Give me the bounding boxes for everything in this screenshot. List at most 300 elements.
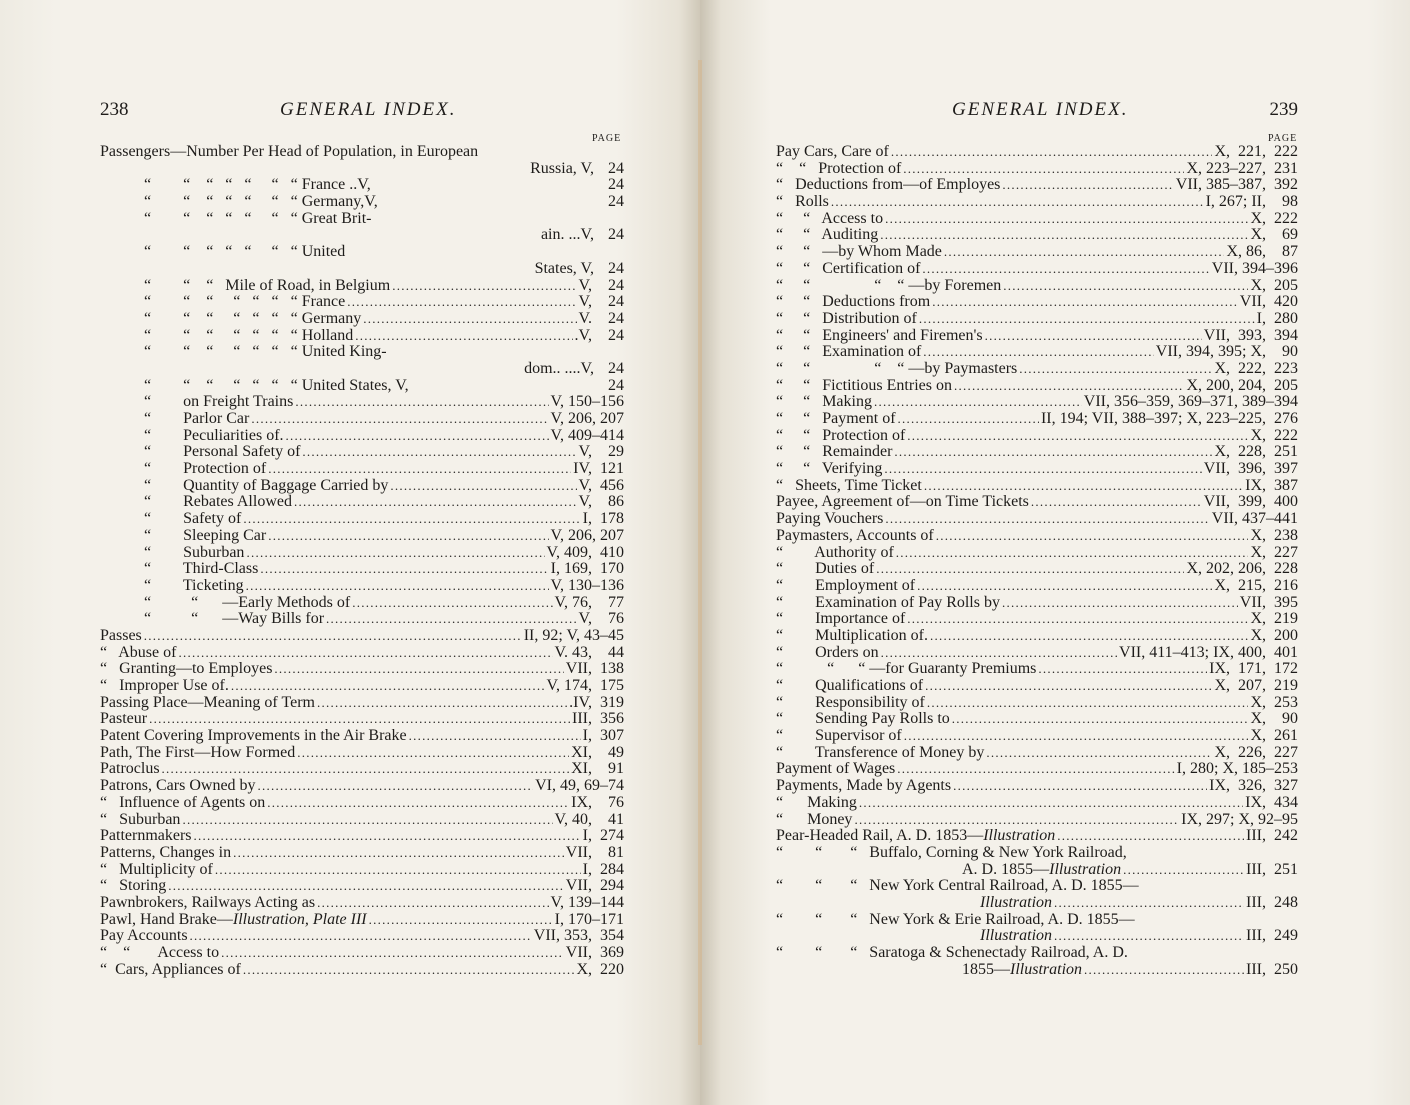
index-entry-text: “ “ “ “ “ “ “ Great Brit-	[144, 209, 372, 227]
index-entry-text: “ Cars, Appliances of	[100, 960, 241, 978]
index-entry-reference: X, 207, 219	[1214, 677, 1298, 694]
index-entry-text: Payments, Made by Agents	[776, 777, 952, 795]
index-entry-text: “ “ Payment of	[776, 410, 896, 427]
index-entry	[100, 261, 624, 278]
leader-dots	[251, 411, 548, 428]
index-entry	[100, 912, 624, 929]
index-entry-text: 1855—Illustration	[962, 960, 1083, 978]
index-entry-reference: VII, 437–441	[1211, 510, 1298, 528]
index-entry	[776, 311, 1298, 328]
index-entry-reference: X, 222	[1250, 426, 1298, 444]
index-entry-reference: IX, 76	[571, 793, 624, 811]
leader-dots	[182, 812, 552, 829]
index-entry-text: “ “ Auditing	[776, 226, 879, 244]
index-entry-text: “ “ —Way Bills for	[144, 610, 325, 628]
index-entry-reference: X, 253	[1250, 693, 1298, 711]
index-entry-text: Pawl, Hand Brake—Illustration, Plate III	[100, 910, 367, 928]
leader-dots	[924, 478, 1243, 495]
index-entry-text: “ “ —by Whom Made	[776, 243, 942, 261]
index-entry-text: “ “ “ “ —by Foremen	[776, 276, 1002, 294]
index-entry-text: Paying Vouchers	[776, 510, 884, 528]
index-entry-reference: XI, 91	[571, 760, 624, 778]
index-entry-text: “ “ —Early Methods of	[144, 593, 351, 611]
index-entry-text: “ “ “ “ “ “ “ France	[144, 293, 346, 311]
index-entry	[776, 695, 1298, 712]
leader-dots	[923, 344, 1153, 361]
index-entry-reference: I, 170–171	[554, 910, 624, 928]
leader-dots	[297, 745, 569, 762]
leader-dots	[898, 411, 1039, 428]
index-entry-reference: V, 206, 207	[550, 526, 624, 544]
index-entry-reference: X, 222, 223	[1214, 359, 1298, 377]
index-entry-text: “ Orders on	[776, 643, 879, 661]
index-entry-text: “ Rebates Allowed	[144, 493, 292, 511]
leader-dots	[936, 528, 1249, 545]
index-entry-reference: III, 248	[1246, 893, 1298, 911]
index-entry-text: “ “ “ “ “ “ “ Holland	[144, 326, 354, 344]
leader-dots	[260, 561, 548, 578]
leader-dots	[409, 728, 581, 745]
leader-dots	[390, 478, 576, 495]
index-entry	[100, 878, 624, 895]
index-entry	[776, 545, 1298, 562]
index-entry	[100, 728, 624, 745]
leader-dots	[363, 311, 576, 328]
index-entry	[776, 328, 1298, 345]
index-entry	[100, 828, 624, 845]
index-entry-text: “ Multiplication of.	[776, 626, 928, 644]
index-entry-text: “ “ Protection of	[776, 159, 902, 177]
index-entry	[100, 678, 624, 695]
leader-dots	[1002, 595, 1238, 612]
index-entry	[100, 294, 624, 311]
index-entry	[776, 194, 1298, 211]
index-entry-reference: V. 24	[578, 309, 624, 327]
index-entry	[776, 912, 1298, 929]
index-entry	[776, 361, 1298, 378]
index-entry-reference: VII, 81	[565, 843, 624, 861]
leader-dots	[953, 778, 1207, 795]
index-entry	[776, 895, 1298, 912]
index-entry	[100, 928, 624, 945]
leader-dots	[243, 962, 575, 979]
index-entry	[776, 661, 1298, 678]
index-entry	[100, 845, 624, 862]
leader-dots	[1003, 278, 1248, 295]
index-entry-text: A. D. 1855—Illustration	[962, 860, 1122, 878]
leader-dots	[897, 761, 1174, 778]
leader-dots	[954, 378, 1184, 395]
index-entry-text: “ “ Making	[776, 393, 872, 411]
index-entry	[776, 962, 1298, 979]
index-entry-text: “ “ Deductions from	[776, 293, 931, 311]
index-entry	[100, 177, 624, 194]
index-entry-reference: 24	[608, 259, 624, 277]
index-entry-text: Payee, Agreement of—on Time Tickets	[776, 493, 1029, 511]
leader-dots	[221, 945, 564, 962]
index-entry-reference: VII, 396, 397	[1203, 460, 1298, 478]
index-entry	[776, 211, 1298, 228]
index-entry	[776, 745, 1298, 762]
index-entry-text: “ Sending Pay Rolls to	[776, 710, 950, 728]
index-entry	[100, 795, 624, 812]
index-entry-text: “ “ Certification of	[776, 259, 921, 277]
index-entry	[776, 728, 1298, 745]
index-entry-reference: VII, 138	[565, 660, 624, 678]
leader-dots	[930, 628, 1248, 645]
index-entry	[776, 444, 1298, 461]
index-entry-text: Patternmakers	[100, 827, 192, 845]
index-entry	[776, 378, 1298, 395]
index-entry	[100, 511, 624, 528]
leader-dots	[1019, 361, 1212, 378]
index-entry	[100, 645, 624, 662]
leader-dots	[880, 227, 1248, 244]
index-entry-text: “ Making	[776, 793, 857, 811]
index-entry	[100, 328, 624, 345]
index-entry-text: “ “ “ “ “ “ “ United States, V,	[144, 376, 409, 394]
index-entry	[100, 428, 624, 445]
index-entry-text: Pasteur	[100, 710, 148, 728]
index-entry-text: “ “ Protection of	[776, 426, 906, 444]
index-entry	[100, 528, 624, 545]
leader-dots	[891, 144, 1213, 161]
index-entry-reference: V, 150–156	[550, 393, 624, 411]
index-entry-reference: V, 24	[578, 293, 624, 311]
index-entry-reference: VII, 294	[565, 877, 624, 895]
leader-dots	[925, 678, 1212, 695]
index-entry-reference: 24	[608, 159, 624, 177]
index-entry-text: “ “ Examination of	[776, 343, 922, 361]
index-entry-reference: I, 178	[582, 510, 624, 528]
index-entry	[776, 177, 1298, 194]
leader-dots	[274, 661, 563, 678]
index-entry-reference: V, 76, 77	[554, 593, 624, 611]
leader-dots	[190, 928, 532, 945]
index-entry-text: Paymasters, Accounts of	[776, 526, 934, 544]
index-entry	[100, 278, 624, 295]
index-entry	[100, 778, 624, 795]
index-entry-reference: I, 284	[582, 860, 624, 878]
index-entry-text: “ “ “ “ “ “ “ Germany,V,	[144, 193, 378, 211]
index-entry-text: “ Third-Class	[144, 560, 259, 578]
leader-dots	[352, 595, 552, 612]
leader-dots	[267, 795, 569, 812]
index-entry-reference: X, 228, 251	[1214, 443, 1298, 461]
index-entry-reference: VII, 399, 400	[1203, 493, 1298, 511]
index-entry	[776, 528, 1298, 545]
index-entry	[776, 761, 1298, 778]
index-entry	[776, 595, 1298, 612]
index-entry-reference: X, 261	[1250, 727, 1298, 745]
leader-dots	[896, 545, 1249, 562]
leader-dots	[355, 328, 572, 345]
index-entry-reference: .V, 24	[574, 326, 624, 344]
index-entry-text: “ Duties of	[776, 560, 875, 578]
index-entry-text: “ Influence of Agents on	[100, 793, 266, 811]
left-page-number: 238	[100, 99, 129, 120]
index-entry-text: “ Storing	[100, 877, 167, 895]
index-entry-text: “ “ Access to	[100, 944, 220, 961]
index-entry	[776, 645, 1298, 662]
index-entry-text: Pay Cars, Care of	[776, 143, 889, 160]
leader-dots	[144, 628, 522, 645]
index-entry-reference: III, 249	[1246, 927, 1298, 945]
index-entry	[776, 511, 1298, 528]
index-entry	[776, 244, 1298, 261]
index-entry	[776, 778, 1298, 795]
left-index-list	[100, 144, 624, 978]
index-entry-reference: X, 223–227, 231	[1186, 159, 1298, 177]
index-entry-text: “ “ “ “ “ “ “ United	[144, 243, 346, 261]
index-entry-text: Russia, V,	[530, 159, 594, 177]
index-entry-reference: IX, 434	[1245, 793, 1298, 811]
leader-dots	[194, 828, 581, 845]
index-entry-text: “ “ Fictitious Entries on	[776, 376, 952, 394]
index-entry-reference: VII, 393, 394	[1203, 326, 1298, 344]
index-entry-reference: X, 200, 204, 205	[1186, 376, 1298, 394]
index-entry	[776, 578, 1298, 595]
index-entry	[100, 711, 624, 728]
index-entry-reference: V, 24	[578, 276, 624, 294]
leader-dots	[952, 711, 1249, 728]
index-entry-text: Patent Covering Improvements in the Air Brake	[100, 727, 407, 745]
leader-dots	[922, 261, 1209, 278]
index-entry-reference: II, 92; V, 43–45	[523, 626, 624, 644]
leader-dots	[286, 428, 549, 445]
index-entry-reference: 24	[608, 176, 624, 194]
index-entry	[100, 661, 624, 678]
index-entry-reference: VII, 394–396	[1211, 259, 1298, 277]
leader-dots	[894, 444, 1212, 461]
index-entry-reference: V, 86	[578, 493, 624, 511]
index-entry-reference: V, 139–144	[550, 893, 624, 911]
index-entry-reference: III, 242	[1246, 827, 1298, 845]
index-entry-text: “ “ “ New York & Erie Railroad, A. D. 1855—	[776, 910, 1135, 928]
leader-dots	[885, 211, 1248, 228]
index-entry	[776, 628, 1298, 645]
index-entry-text: “ “ Verifying	[776, 460, 883, 478]
index-entry	[776, 161, 1298, 178]
index-entry-reference: I, 307	[582, 727, 624, 745]
leader-dots	[917, 578, 1212, 595]
index-entry	[100, 478, 624, 495]
index-entry-reference: I, 274	[582, 827, 624, 845]
index-entry-reference: X, 221, 222	[1214, 143, 1298, 160]
index-entry-text: “ Supervisor of	[776, 727, 902, 745]
index-entry-text: “ Sheets, Time Ticket	[776, 476, 922, 494]
index-entry	[776, 261, 1298, 278]
leader-dots	[302, 444, 576, 461]
leader-dots	[1038, 661, 1207, 678]
index-entry	[776, 411, 1298, 428]
leader-dots	[932, 294, 1238, 311]
index-entry-text: “ Granting—to Employes	[100, 660, 273, 678]
index-entry-reference: V, 206, 207	[550, 410, 624, 427]
index-entry-reference: V, 76	[578, 610, 624, 628]
index-entry-reference: V, 409, 410	[546, 543, 624, 561]
right-page-header	[776, 99, 1298, 121]
leader-dots	[854, 812, 1179, 829]
index-entry-text: “ “ Distribution of	[776, 309, 917, 327]
index-entry	[776, 928, 1298, 945]
index-entry	[776, 461, 1298, 478]
index-entry	[100, 344, 624, 361]
leader-dots	[1123, 862, 1244, 879]
index-entry	[100, 211, 624, 228]
index-entry-reference: V, 40, 41	[554, 810, 624, 828]
index-entry-text: “ Examination of Pay Rolls by	[776, 593, 1000, 611]
index-entry	[100, 244, 624, 261]
index-entry-reference: V. 43, 44	[554, 643, 624, 661]
index-entry-reference: IX, 171, 172	[1209, 660, 1298, 678]
leader-dots	[246, 545, 544, 562]
index-entry-text: “ Peculiarities of.	[144, 426, 284, 444]
leader-dots	[233, 845, 564, 862]
leader-dots	[859, 795, 1243, 812]
index-entry-reference: VI, 49, 69–74	[535, 777, 624, 795]
leader-dots	[231, 678, 545, 695]
index-entry	[776, 795, 1298, 812]
index-entry-text: “ Ticketing	[144, 576, 244, 594]
leader-dots	[884, 461, 1201, 478]
index-entry-reference: X, 205	[1250, 276, 1298, 294]
leader-dots	[268, 528, 548, 545]
leader-dots	[1031, 494, 1202, 511]
index-entry-reference: I, 267; II, 98	[1205, 193, 1298, 211]
index-entry-text: Payment of Wages	[776, 760, 896, 778]
index-entry	[100, 611, 624, 628]
index-entry	[100, 461, 624, 478]
index-entry-text: “ “ “ Mile of Road, in Belgium	[144, 276, 391, 294]
index-entry-reference: V, 29	[578, 443, 624, 461]
index-entry	[776, 945, 1298, 962]
index-entry	[100, 761, 624, 778]
index-entry	[100, 862, 624, 879]
leader-dots	[904, 728, 1249, 745]
leader-dots	[326, 611, 576, 628]
index-entry	[100, 695, 624, 712]
index-entry-reference: .IV, 319	[569, 693, 624, 711]
index-entry-text: Patterns, Changes in	[100, 843, 232, 861]
leader-dots	[178, 645, 552, 662]
index-entry	[776, 494, 1298, 511]
leader-dots	[258, 778, 534, 795]
index-entry	[100, 161, 624, 178]
leader-dots	[985, 328, 1202, 345]
index-entry	[100, 595, 624, 612]
index-entry-text: “ Quantity of Baggage Carried by	[144, 476, 389, 494]
index-entry	[776, 678, 1298, 695]
index-entry-reference: X, 86, 87	[1226, 243, 1298, 261]
index-entry-text: “ Qualifications of	[776, 677, 924, 694]
left-page	[0, 0, 700, 1105]
leader-dots	[369, 912, 553, 929]
index-entry	[776, 278, 1298, 295]
index-entry	[100, 561, 624, 578]
index-entry	[100, 578, 624, 595]
index-entry-text: States, V,	[534, 259, 594, 277]
index-entry	[776, 711, 1298, 728]
index-entry-text: “ Importance of	[776, 610, 906, 628]
index-entry-reference: 24	[608, 193, 624, 211]
leader-dots	[149, 711, 570, 728]
right-page	[700, 0, 1410, 1105]
index-entry	[776, 227, 1298, 244]
index-entry	[100, 227, 624, 244]
index-entry-reference: VII, 411–413; IX, 400, 401	[1119, 643, 1298, 661]
index-entry-reference: VII, 420	[1239, 293, 1298, 311]
index-entry-text: Passengers—Number Per Head of Population, in European	[100, 143, 479, 160]
index-entry-reference: II, 194; VII, 388–397; X, 223–225, 276	[1040, 410, 1298, 427]
index-entry	[776, 561, 1298, 578]
leader-dots	[294, 494, 577, 511]
index-entry-text: “ “ “ “ “ “ “ Germany	[144, 309, 362, 327]
index-entry-text: Path, The First—How Formed	[100, 743, 296, 761]
index-entry-text: Pay Accounts	[100, 927, 188, 945]
index-entry-text: “ Personal Safety of	[144, 443, 301, 461]
leader-dots	[317, 695, 567, 712]
index-entry-reference: III, 356	[572, 710, 624, 728]
left-page-header	[100, 99, 624, 121]
index-entry	[100, 895, 624, 912]
index-entry-reference: I, 280	[1256, 309, 1298, 327]
index-entry	[100, 144, 624, 161]
index-entry-text: “ “ “ “ “ “ “ France ..V,	[144, 176, 371, 194]
index-entry-text: “ “ “ “ “ “ “ United King-	[144, 343, 387, 361]
index-entry-reference: VII, 369	[565, 944, 624, 961]
index-entry-reference: X, 215, 216	[1214, 576, 1298, 594]
index-entry	[776, 828, 1298, 845]
index-entry	[776, 394, 1298, 411]
index-entry-text: “ Protection of	[144, 460, 267, 478]
index-entry-reference: X, 227	[1250, 543, 1298, 561]
index-entry-text: Pear-Headed Rail, A. D. 1853—Illustration	[776, 827, 1056, 845]
index-entry	[776, 428, 1298, 445]
leader-dots	[1057, 828, 1244, 845]
index-entry-reference: X, 220	[576, 960, 624, 978]
index-entry-text: “ Suburban	[100, 810, 181, 828]
index-entry	[100, 444, 624, 461]
index-entry-text: “ “ Remainder	[776, 443, 893, 461]
index-entry-text: “ on Freight Trains	[144, 393, 294, 411]
index-entry-text: Pawnbrokers, Railways Acting as	[100, 893, 316, 911]
index-entry	[776, 294, 1298, 311]
index-entry-text: “ Suburban	[144, 543, 245, 561]
index-entry-text: Patrons, Cars Owned by	[100, 777, 256, 795]
leader-dots	[919, 311, 1255, 328]
index-entry	[100, 945, 624, 962]
index-entry	[100, 311, 624, 328]
index-entry	[100, 378, 624, 395]
index-entry-reference: VII, 385–387, 392	[1175, 176, 1298, 194]
index-entry-text: “ “ “ Buffalo, Corning & New York Railroad,	[776, 843, 1127, 861]
index-entry-reference: 24	[608, 376, 624, 394]
index-entry-text: “ “ “ New York Central Railroad, A. D. 1855—	[776, 877, 1139, 895]
index-entry-reference: 24	[608, 359, 624, 377]
index-entry-text: “ “ “ Saratoga & Schenectady Railroad, A. D.	[776, 944, 1128, 961]
leader-dots	[874, 394, 1082, 411]
index-entry-reference: XI, 49	[571, 743, 624, 761]
leader-dots	[944, 244, 1225, 261]
index-entry-text: “ “ “ —for Guaranty Premiums	[776, 660, 1037, 678]
right-page-number: 239	[1269, 99, 1298, 120]
index-entry-reference: 24	[608, 226, 624, 244]
leader-dots	[1002, 177, 1173, 194]
index-entry-text: Illustration	[980, 927, 1053, 945]
index-entry-reference: X, 90	[1250, 710, 1298, 728]
index-entry	[776, 878, 1298, 895]
